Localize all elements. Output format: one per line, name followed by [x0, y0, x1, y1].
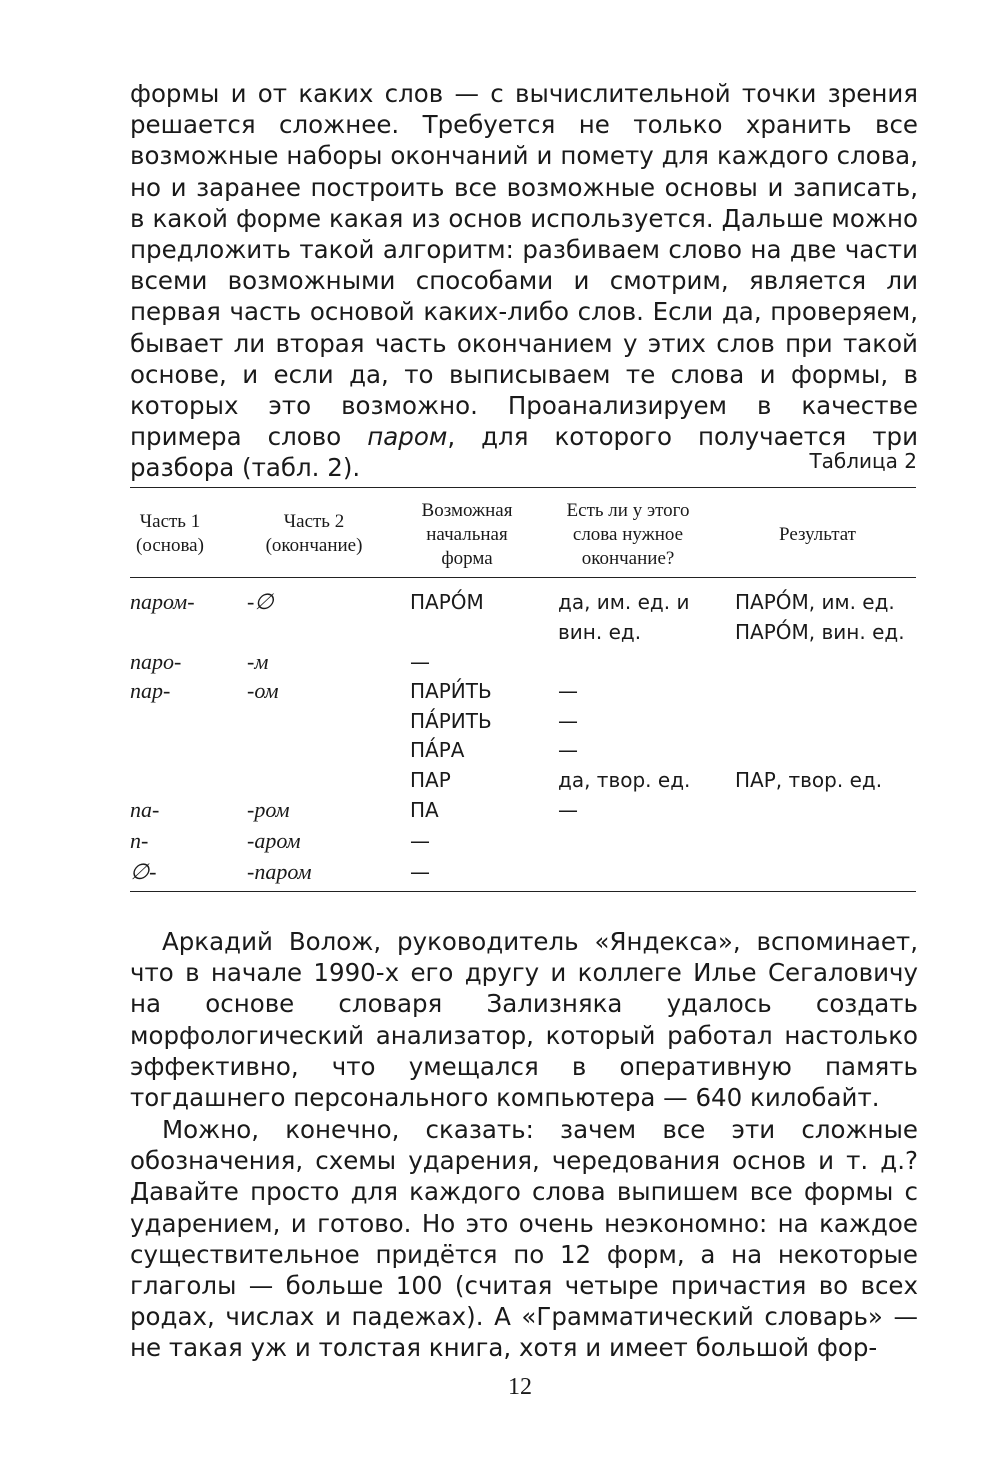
cell-part1: п- [130, 828, 149, 853]
table-top-rule [130, 487, 916, 488]
cell-form: ПА [410, 798, 439, 822]
paragraph-text: формы и от каких слов — с вычислительной точки зрения решается сложнее. Требуется не только хранить все возможные наборы окончаний и помету для каждого слова, но и заранее построить все возможные основы и записать, в какой форме какая из основ используется. Дальше можно предложить такой алгоритм: разбиваем слово на две части всеми возможными способами и смотрим, является ли первая часть основой каких-либо слов. Если да, проверяем, бывает ли вторая часть окончанием у этих слов при такой основе, и если да, то выписываем те слова и формы, в которых это возможно. Проанализируем в качестве примера слово [130, 79, 918, 452]
cell-check: да, им. ед. и [558, 590, 690, 614]
cell-part2: -паром [247, 859, 312, 884]
header-line: (окончание) [265, 535, 363, 556]
cell-part2: -∅ [247, 589, 274, 614]
cell-check: — [558, 798, 578, 822]
cell-check: — [558, 709, 578, 733]
header-line: Часть 1 [139, 511, 201, 532]
cell-form: ПАР [410, 768, 451, 792]
cell-form: ПА́РИТЬ [410, 709, 492, 733]
cell-form: — [410, 860, 430, 884]
table-header-rule [130, 577, 916, 578]
cell-part1: па- [130, 797, 160, 822]
cell-form: — [410, 650, 430, 674]
paragraph-volozh: Аркадий Волож, руководитель «Яндекса», вспоминает, что в начале 1990-х его другу и коллеге Илье Сегаловичу на основе словаря Зализняка удалось создать морфологический анализатор, который работал настолько эффективно, что умещался в оперативную память тогдашнего персонального компьютера — 640 килобайт. [130, 927, 918, 1113]
header-line: Есть ли у этого [566, 500, 690, 521]
cell-result: ПАРО́М, им. ед. [735, 590, 895, 614]
cell-form: — [410, 829, 430, 853]
paragraph-forms: Можно, конечно, сказать: зачем все эти сложные обозначения, схемы ударения, чередования основ и т. д.? Давайте просто для каждого слова выпишем все формы с ударением, и готово. Но это очень неэкономно: на каждое существительное придётся по 12 форм, а на некоторые глаголы — больше 100 (считая четыре причастия во всех родах, числах и падежах). А «Грамматический словарь» — не такая уж и толстая книга, хотя и имеет большой фор- [130, 1115, 918, 1363]
cell-check: — [558, 679, 578, 703]
header-ending-check [548, 499, 708, 571]
cell-result: ПАРО́М, вин. ед. [735, 620, 905, 644]
cell-result: ПАР, твор. ед. [735, 768, 883, 792]
cell-part1: паро- [130, 649, 182, 674]
header-initial-form [392, 499, 542, 571]
header-line: Результат [779, 524, 856, 545]
cell-form: ПАРИ́ТЬ [410, 679, 492, 703]
cell-check: да, твор. ед. [558, 768, 691, 792]
header-line: (основа) [136, 535, 204, 556]
cell-form: ПАРО́М [410, 590, 484, 614]
header-line: окончание? [581, 548, 675, 569]
cell-part1: ∅- [130, 859, 157, 884]
cell-part2: -ром [247, 797, 290, 822]
paragraph-text: , для которого получается три разбора (табл. 2). [130, 422, 918, 483]
cell-form: ПА́РА [410, 738, 465, 762]
table-bottom-rule [130, 891, 916, 892]
table-caption: Таблица 2 [809, 449, 917, 473]
header-line: слова нужное [572, 524, 684, 545]
header-result [720, 523, 915, 547]
cell-check: — [558, 738, 578, 762]
header-line: начальная [426, 524, 508, 545]
cell-part2: -м [247, 649, 269, 674]
header-line: Возможная [421, 500, 513, 521]
header-part2 [240, 510, 388, 558]
cell-part1: пар- [130, 678, 171, 703]
header-line: форма [441, 548, 493, 569]
paragraph-intro [130, 78, 918, 484]
header-line: Часть 2 [283, 511, 345, 532]
cell-part1: паром- [130, 589, 195, 614]
cell-part2: -аром [247, 828, 301, 853]
italic-word: паром [367, 422, 448, 452]
header-part1 [120, 510, 220, 558]
cell-check: вин. ед. [558, 620, 642, 644]
page-number: 12 [508, 1374, 532, 1400]
cell-part2: -ом [247, 678, 279, 703]
